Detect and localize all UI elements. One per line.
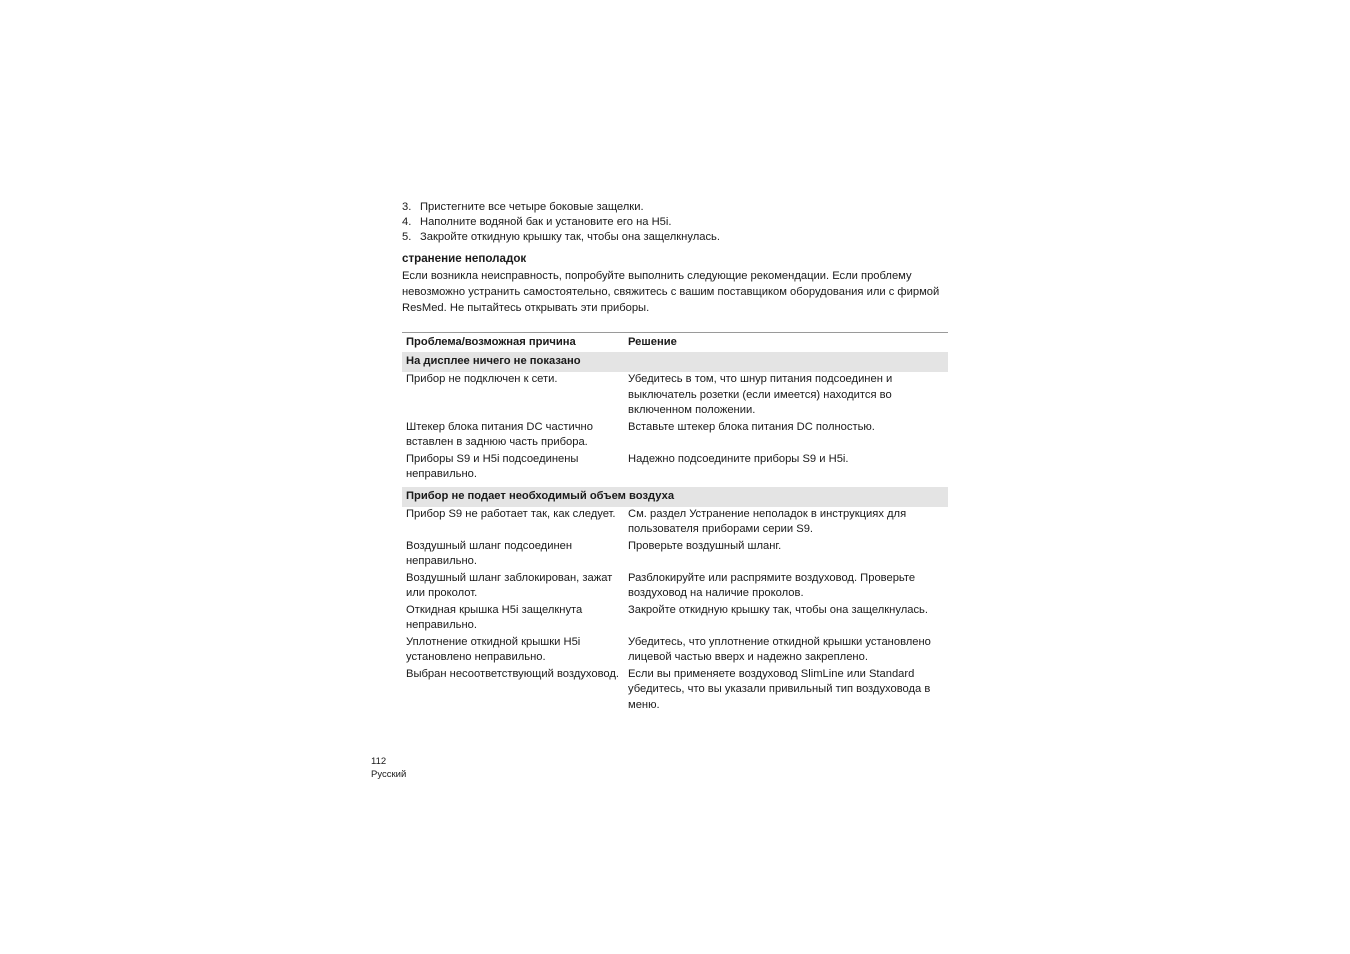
step-number: 5. bbox=[402, 231, 412, 243]
language-label: Русский bbox=[371, 769, 407, 780]
problem-cell: Уплотнение откидной крышки H5i установлено неправильно. bbox=[406, 635, 581, 663]
problem-cell: Откидная крышка H5i защелкнута неправильно. bbox=[406, 603, 583, 631]
list-item bbox=[402, 215, 948, 230]
table-row bbox=[402, 420, 948, 452]
table-row bbox=[402, 635, 948, 667]
problem-cell: Приборы S9 и H5i подсоединены неправильно. bbox=[406, 452, 579, 480]
solution-cell: Проверьте воздушный шланг. bbox=[628, 539, 782, 552]
step-text: Наполните водяной бак и установите его на H5i. bbox=[420, 216, 672, 228]
step-number: 3. bbox=[402, 201, 412, 213]
page-footer bbox=[371, 755, 406, 781]
table-header-row bbox=[402, 333, 948, 353]
table-row bbox=[402, 372, 948, 420]
problem-cell: Штекер блока питания DC частично вставлен в заднюю часть прибора. bbox=[406, 420, 593, 448]
column-header-solution: Решение bbox=[628, 335, 677, 348]
table-row bbox=[402, 539, 948, 571]
step-text: Пристегните все четыре боковые защелки. bbox=[420, 201, 644, 213]
group-title: На дисплее ничего не показано bbox=[402, 352, 948, 372]
troubleshooting-table bbox=[402, 332, 948, 714]
solution-cell: Если вы применяете воздуховод SlimLine или Standard убедитесь, что вы указали привильный тип воздуховода в меню. bbox=[628, 667, 931, 711]
table-group-header bbox=[402, 487, 948, 507]
solution-cell: Закройте откидную крышку так, чтобы она защелкнулась. bbox=[628, 603, 928, 616]
table-row bbox=[402, 667, 948, 715]
problem-cell: Воздушный шланг подсоединен неправильно. bbox=[406, 539, 573, 567]
solution-cell: Убедитесь, что уплотнение откидной крышки установлено лицевой частью вверх и надежно закреплено. bbox=[628, 635, 931, 663]
table-group-header bbox=[402, 352, 948, 372]
step-number: 4. bbox=[402, 216, 412, 228]
page-number: 112 bbox=[371, 756, 387, 767]
intro-paragraph: Если возникла неисправность, попробуйте выполнить следующие рекомендации. Если проблему невозможно устранить самостоятельно, свяжитесь с вашим поставщиком оборудования или с фирмой ResMed. Не пытайтесь открывать эти приборы. bbox=[402, 270, 940, 314]
problem-cell: Прибор не подключен к сети. bbox=[406, 373, 558, 385]
problem-cell: Выбран несоответствующий воздуховод. bbox=[406, 667, 619, 680]
section-title: странение неполадок bbox=[402, 252, 527, 265]
page-content bbox=[402, 200, 948, 714]
table-row bbox=[402, 507, 948, 539]
solution-cell: См. раздел Устранение неполадок в инструкциях для пользователя приборами серии S9. bbox=[628, 507, 907, 535]
list-item bbox=[402, 200, 948, 215]
step-text: Закройте откидную крышку так, чтобы она защелкнулась. bbox=[420, 231, 720, 243]
problem-cell: Прибор S9 не работает так, как следует. bbox=[406, 507, 616, 520]
table-row bbox=[402, 452, 948, 484]
solution-cell: Вставьте штекер блока питания DC полностью. bbox=[628, 420, 875, 433]
column-header-problem: Проблема/возможная причина bbox=[406, 335, 576, 348]
solution-cell: Разблокируйте или распрямите воздуховод. Проверьте воздуховод на наличие проколов. bbox=[628, 571, 916, 599]
table-row bbox=[402, 603, 948, 635]
solution-cell: Убедитесь в том, что шнур питания подсоединен и выключатель розетки (если имеется) находится во включенном положении. bbox=[628, 373, 893, 416]
group-title: Прибор не подает необходимый объем воздуха bbox=[402, 487, 948, 507]
problem-cell: Воздушный шланг заблокирован, зажат или проколот. bbox=[406, 571, 613, 599]
table-row bbox=[402, 571, 948, 603]
list-item bbox=[402, 230, 948, 245]
step-list bbox=[402, 200, 948, 245]
solution-cell: Надежно подсоедините приборы S9 и H5i. bbox=[628, 452, 849, 465]
